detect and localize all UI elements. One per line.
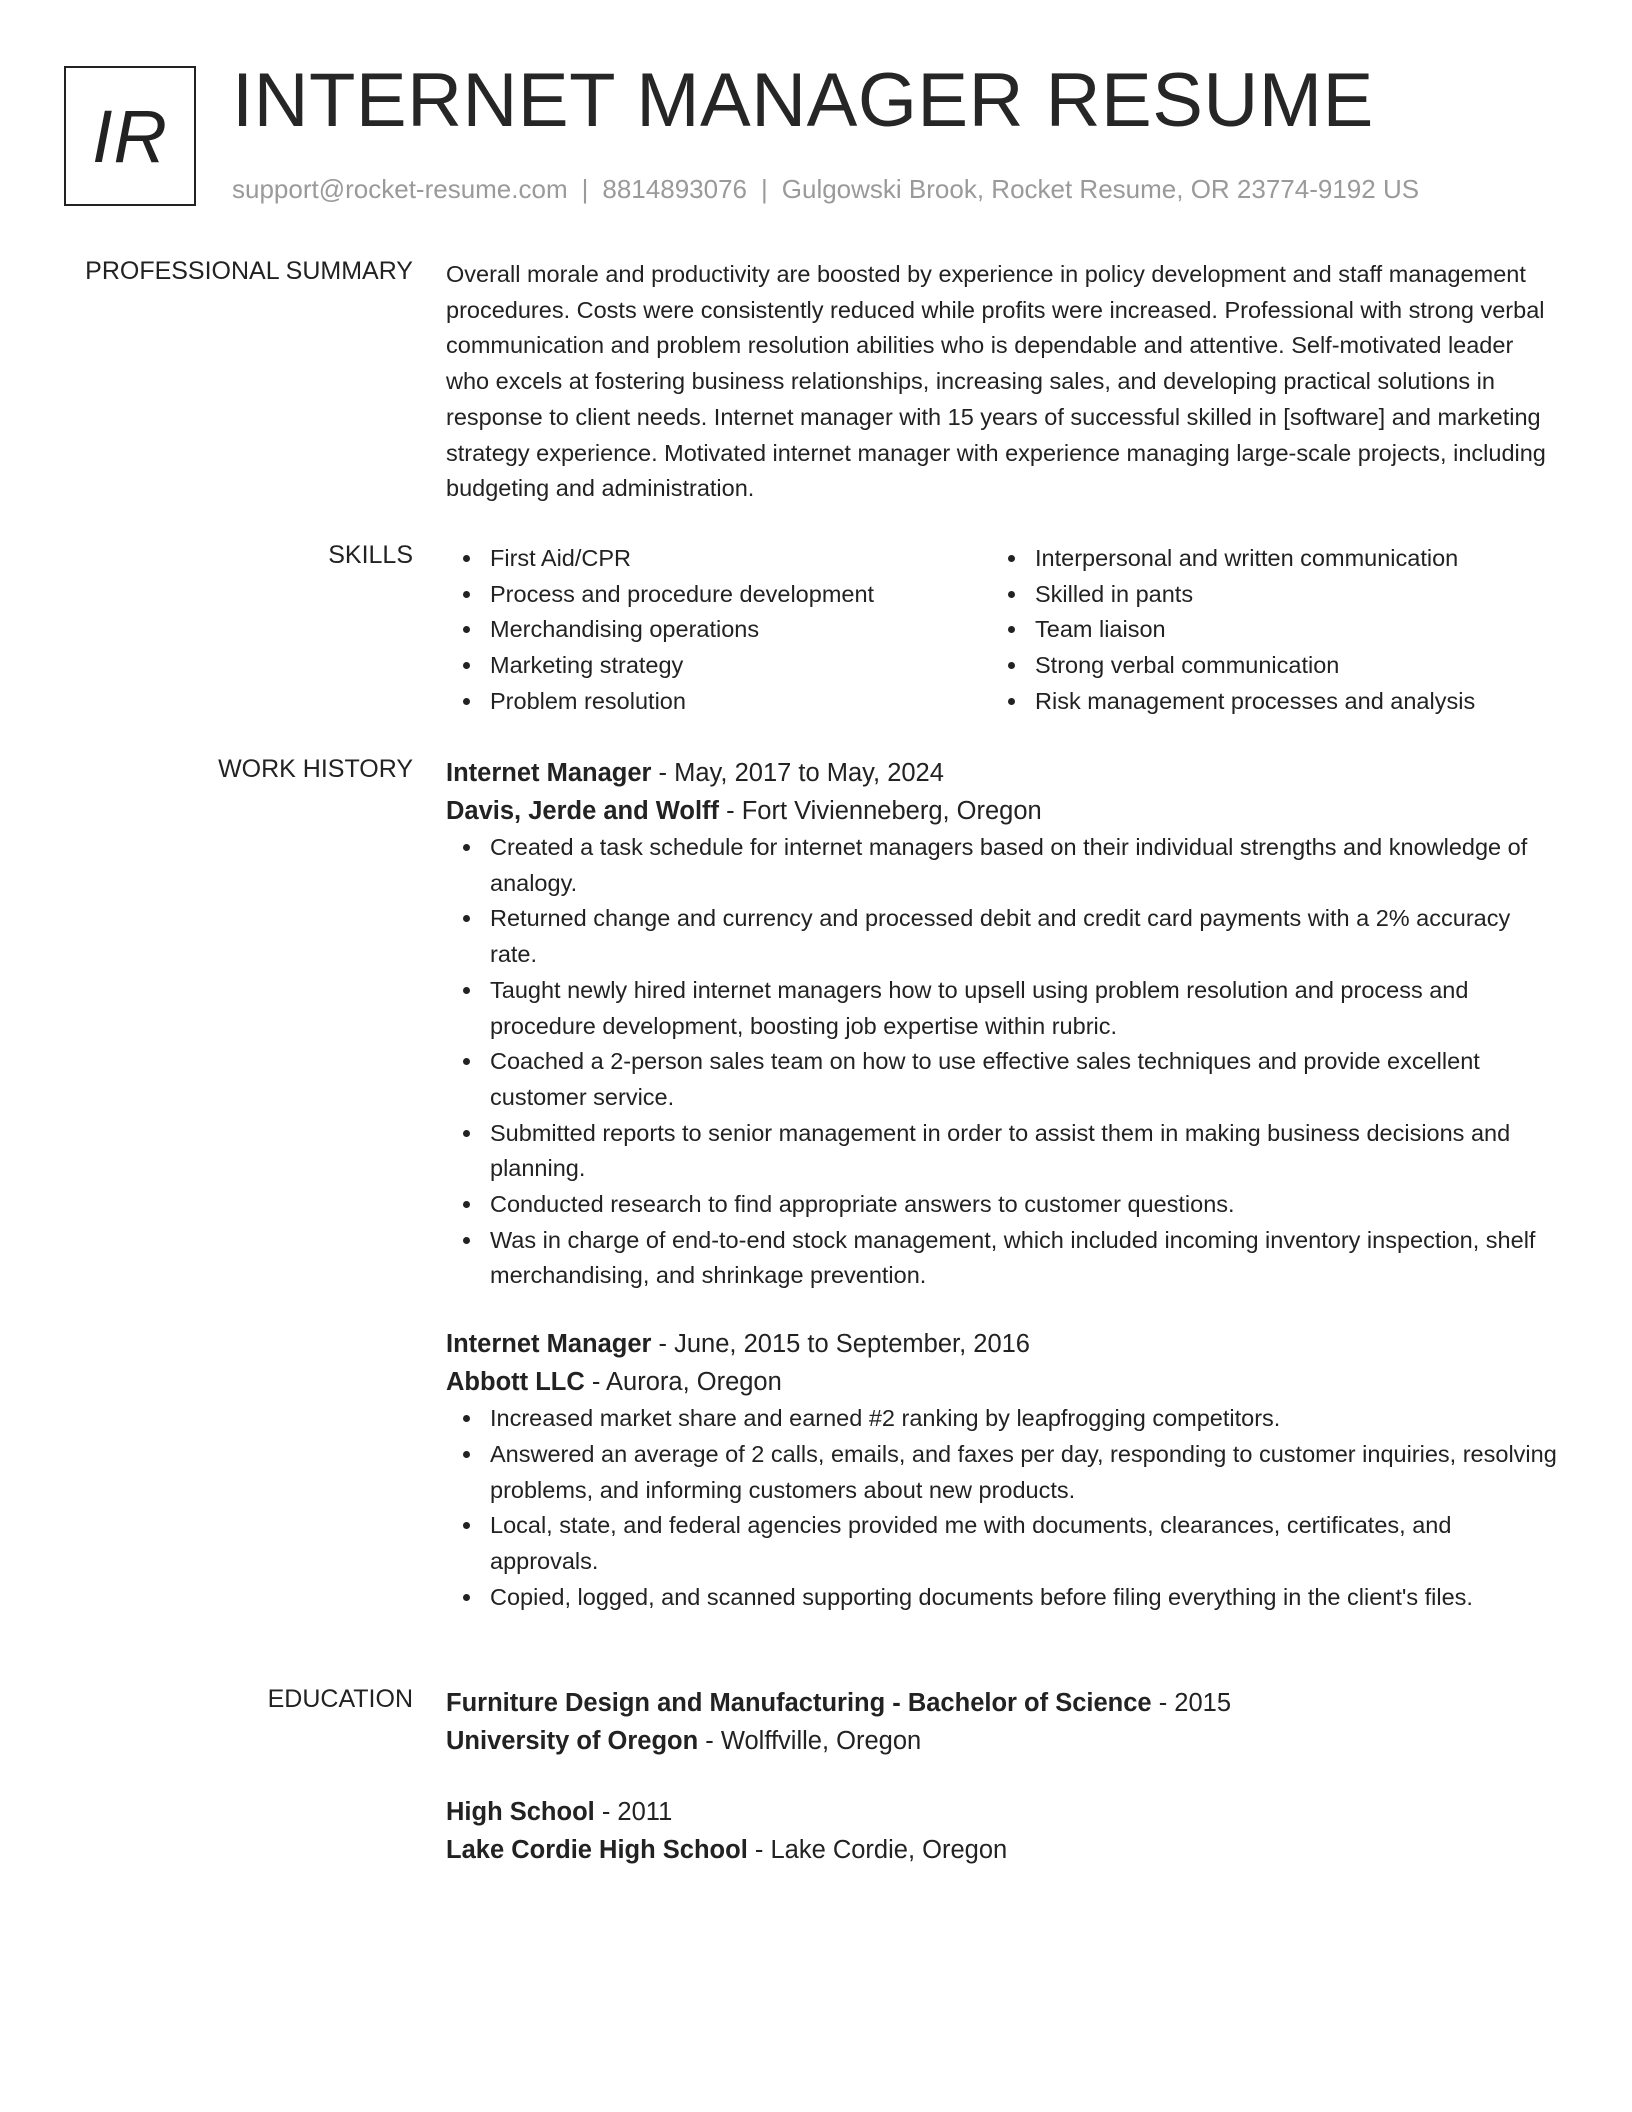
job-entry bbox=[446, 754, 1560, 1294]
job-company: Davis, Jerde and Wolff bbox=[446, 797, 720, 825]
education-school-line bbox=[446, 1722, 1560, 1760]
job-bullet: Taught newly hired internet managers how to upsell using problem resolution and process and procedure development, boosting job expertise within rubric. bbox=[490, 973, 1560, 1044]
contact-separator: | bbox=[761, 174, 768, 204]
job-entry bbox=[446, 1325, 1560, 1615]
summary-heading: PROFESSIONAL SUMMARY bbox=[85, 257, 413, 285]
resume-title: INTERNET MANAGER RESUME bbox=[232, 58, 1374, 143]
job-title-line bbox=[446, 1325, 1560, 1363]
job-dates: - May, 2017 to May, 2024 bbox=[651, 759, 944, 787]
job-bullet: Increased market share and earned #2 ranking by leapfrogging competitors. bbox=[490, 1401, 1560, 1437]
job-bullet: Submitted reports to senior management in order to assist them in making business decisions and planning. bbox=[490, 1116, 1560, 1187]
skills-heading: SKILLS bbox=[328, 541, 413, 569]
job-bullet: Created a task schedule for internet managers based on their individual strengths and knowledge of analogy. bbox=[490, 830, 1560, 901]
education-degree: High School bbox=[446, 1798, 595, 1826]
education-degree-line bbox=[446, 1684, 1560, 1722]
job-company: Abbott LLC bbox=[446, 1368, 585, 1397]
job-title-line bbox=[446, 754, 1560, 792]
job-bullet-list bbox=[446, 830, 1560, 1294]
contact-separator: | bbox=[581, 174, 589, 204]
education-year: - 2015 bbox=[1151, 1689, 1231, 1717]
education-school: Lake Cordie High School bbox=[446, 1836, 748, 1864]
contact-phone: 8814893076 bbox=[602, 174, 747, 204]
summary-body bbox=[446, 257, 1560, 507]
job-company-line bbox=[446, 792, 1560, 830]
skill-item: First Aid/CPR bbox=[490, 541, 991, 577]
job-bullet: Local, state, and federal agencies provided me with documents, clearances, certificates, and approvals. bbox=[490, 1508, 1560, 1579]
skill-item: Strong verbal communication bbox=[1035, 648, 1536, 684]
education-degree: Furniture Design and Manufacturing - Bachelor of Science bbox=[446, 1689, 1152, 1717]
job-location: - Fort Vivienneberg, Oregon bbox=[719, 797, 1042, 825]
job-bullet: Copied, logged, and scanned supporting documents before filing everything in the client's files. bbox=[490, 1580, 1560, 1616]
education-year: - 2011 bbox=[594, 1798, 673, 1826]
contact-line bbox=[232, 174, 1419, 205]
skills-list bbox=[446, 541, 1560, 720]
skill-item: Marketing strategy bbox=[490, 648, 991, 684]
job-bullet: Coached a 2-person sales team on how to use effective sales techniques and provide excellent customer service. bbox=[490, 1044, 1560, 1115]
skill-item: Merchandising operations bbox=[490, 612, 991, 648]
education-entry bbox=[446, 1793, 1560, 1869]
job-title: Internet Manager bbox=[446, 759, 652, 787]
contact-email: support@rocket-resume.com bbox=[232, 174, 568, 204]
education-degree-line bbox=[446, 1793, 1560, 1831]
job-bullet-list bbox=[446, 1401, 1560, 1615]
education-location: - Wolffville, Oregon bbox=[698, 1727, 922, 1755]
job-bullet: Conducted research to find appropriate answers to customer questions. bbox=[490, 1187, 1560, 1223]
summary-text: Overall morale and productivity are boosted by experience in policy development and staff management procedures. Costs were consistently reduced while profits were increased. Professional with strong verbal communication and problem resolution abilities who is dependable and attentive. Self-motivated leader who excels at fostering business relationships, increasing sales, and developing practical solutions in response to client needs. Internet manager with 15 years of successful skilled in [software] and marketing strategy experience. Motivated internet manager with experience managing large-scale projects, including budgeting and administration. bbox=[446, 261, 1546, 502]
job-bullet: Answered an average of 2 calls, emails, and faxes per day, responding to customer inquiries, resolving problems, and informing customers about new products. bbox=[490, 1437, 1560, 1508]
education-school: University of Oregon bbox=[446, 1727, 699, 1755]
contact-address: Gulgowski Brook, Rocket Resume, OR 23774-9192 US bbox=[781, 174, 1420, 204]
work-history-body bbox=[446, 754, 1560, 1615]
education-body bbox=[446, 1684, 1560, 1869]
job-bullet: Returned change and currency and processed debit and credit card payments with a 2% accuracy rate. bbox=[490, 901, 1560, 972]
skill-item: Risk management processes and analysis bbox=[1035, 684, 1536, 720]
job-title: Internet Manager bbox=[446, 1330, 652, 1359]
skill-item: Interpersonal and written communication bbox=[1035, 541, 1536, 577]
skill-item: Process and procedure development bbox=[490, 577, 991, 613]
education-school-line bbox=[446, 1831, 1560, 1869]
job-bullet: Was in charge of end-to-end stock management, which included incoming inventory inspection, shelf merchandising, and shrinkage prevention. bbox=[490, 1223, 1560, 1294]
work-history-heading: WORK HISTORY bbox=[218, 755, 413, 783]
job-dates: - June, 2015 to September, 2016 bbox=[651, 1330, 1030, 1359]
job-location: - Aurora, Oregon bbox=[584, 1368, 782, 1397]
skill-item: Team liaison bbox=[1035, 612, 1536, 648]
monogram-logo: IR bbox=[64, 66, 196, 206]
job-company-line bbox=[446, 1363, 1560, 1401]
education-heading: EDUCATION bbox=[267, 1685, 413, 1713]
skill-item: Problem resolution bbox=[490, 684, 991, 720]
skills-column-right bbox=[991, 541, 1536, 720]
skill-item: Skilled in pants bbox=[1035, 577, 1536, 613]
education-location: - Lake Cordie, Oregon bbox=[747, 1836, 1008, 1864]
skills-column-left bbox=[446, 541, 991, 720]
education-entry bbox=[446, 1684, 1560, 1760]
